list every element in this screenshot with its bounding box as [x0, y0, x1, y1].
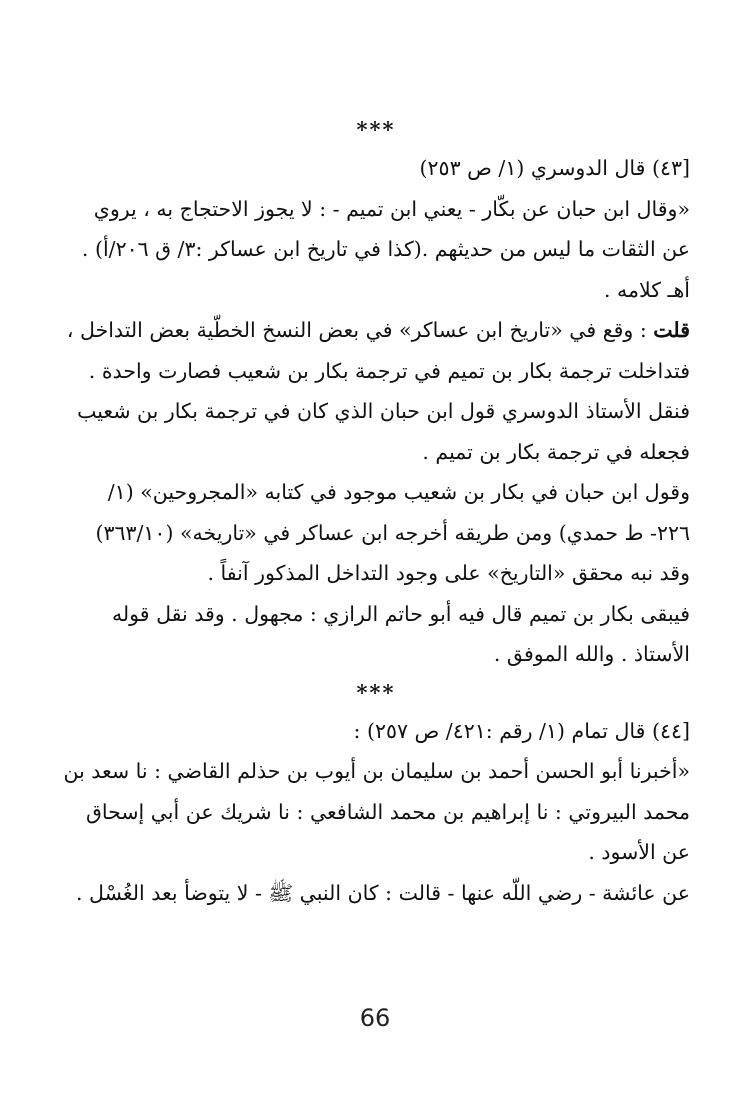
body-paragraph: فيبقى بكار بن تميم قال فيه أبو حاتم الرازي : مجهول . وقد نقل قوله الأستاذ . والله الموفق . — [111, 601, 690, 666]
section-heading-44: [٤٤) قال تمام (١/ رقم :٤٢١/ ص ٢٥٧) : — [353, 718, 690, 743]
quote-paragraph: «وقال ابن حبان عن بكّار - يعني ابن تميم - : لا يجوز الاحتجاج به ، يروي عن الثقات ما ليس من حديثهم .(كذا في تاريخ ابن عساكر :٣/ ق ٢٠٦/أ) . أهـ كلامه . — [81, 196, 690, 302]
body-paragraph: «أخبرنا أبو الحسن أحمد بن سليمان بن أيوب بن حذلم القاضي : نا سعد بن محمد البيروتي : نا إبراهيم بن محمد الشافعي : نا شريك عن أبي إسحاق عن الأسود . — [63, 759, 690, 864]
note-paragraph — [62, 310, 690, 391]
section-separator: *** — [356, 117, 396, 142]
note-label: قلت — [653, 318, 690, 342]
body-paragraph: وقد نبه محقق «التاريخ» على وجود التداخل المذكور آنفاً . — [207, 561, 690, 585]
page-number: 66 — [359, 1004, 391, 1032]
body-paragraph: وقول ابن حبان في بكار بن شعيب موجود في كتابه «المجروحين» (١/ ٢٢٦- ط حمدي) ومن طريقه أخرجه ابن عساكر في «تاريخه» (٣٦٣/١٠) — [95, 480, 690, 545]
page-body — [62, 112, 690, 913]
body-paragraph: عن عائشة - رضي اللّه عنها - قالت : كان النبي ﷺ - لا يتوضأ بعد الغُسْل . — [76, 880, 690, 905]
note-text: : وقع في «تاريخ ابن عساكر» في بعض النسخ الخطّية بعض التداخل ، فتداخلت ترجمة بكار بن تميم في ترجمة بكار بن شعيب فصارت واحدة . — [66, 318, 690, 383]
body-paragraph: فنقل الأستاذ الدوسري قول ابن حبان الذي كان في ترجمة بكار بن شعيب فجعله في ترجمة بكار بن تميم . — [77, 399, 690, 464]
section-separator: *** — [356, 679, 396, 705]
section-heading-43: [٤٣) قال الدوسري (١/ ص ٢٥٣) — [419, 156, 690, 180]
